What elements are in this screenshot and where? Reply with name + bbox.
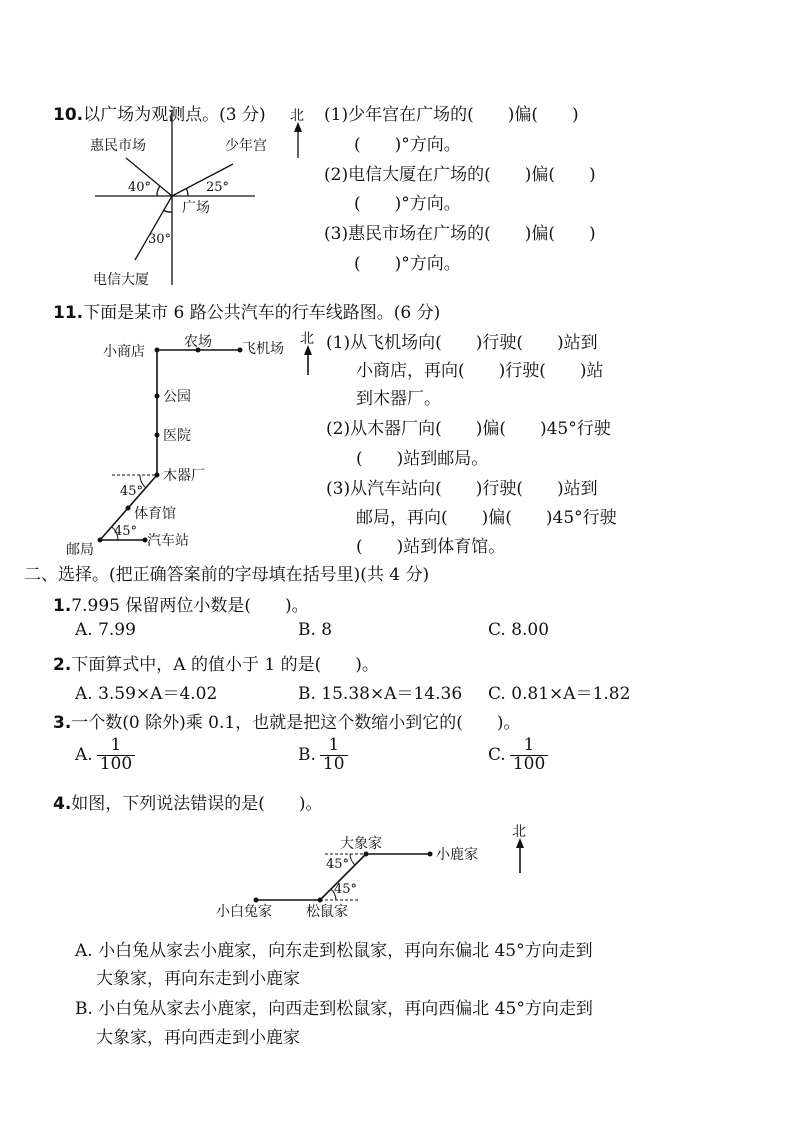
c4-option-a-line2: 大象家，再向东走到小鹿家 [96, 969, 300, 989]
q11-label-youju: 邮局 [66, 542, 94, 558]
c1-text: 7.995 保留两位小数是( )。 [71, 596, 309, 616]
q10-item-3a: (3)惠民市场在广场的( )偏( ) [324, 224, 596, 244]
q11-label-feijichang: 飞机场 [242, 341, 284, 357]
q11-item-1c: 到木器厂。 [356, 389, 441, 409]
q11-label-nongchang: 农场 [184, 334, 212, 350]
q11-label-gongyuan: 公园 [163, 389, 191, 405]
q10-label-huimin: 惠民市场 [90, 138, 146, 154]
q11-item-2b: ( )站到邮局。 [356, 449, 489, 469]
c4-label-xiaolu: 小鹿家 [436, 847, 478, 863]
q11-angle-top: 45° [120, 484, 144, 499]
c2-option-b: B. 15.38×A＝14.36 [298, 684, 463, 704]
q10-angle-30: 30° [148, 232, 172, 247]
q11-label-yiyuan: 医院 [163, 428, 191, 444]
q10-title: 以广场为观测点。(3 分) [83, 105, 266, 125]
section2-title: 二、选择。(把正确答案前的字母填在括号里)(共 4 分) [24, 565, 430, 585]
c3-text: 一个数(0 除外)乘 0.1，也就是把这个数缩小到它的( )。 [71, 713, 521, 733]
c3-number: 3. [53, 713, 72, 733]
c3-option-b-letter: B. [298, 744, 316, 765]
c4-arc-top [350, 854, 355, 865]
c1-option-b: B. 8 [298, 620, 333, 640]
c2-option-a: A. 3.59×A＝4.02 [75, 684, 218, 704]
q11-item-3a: (3)从汽车站向( )行驶( )站到 [326, 479, 598, 499]
c1-option-c: C. 8.00 [488, 620, 550, 640]
q11-label-qichezhan: 汽车站 [147, 533, 189, 549]
c2-option-c: C. 0.81×A＝1.82 [488, 684, 631, 704]
q10-item-2a: (2)电信大厦在广场的( )偏( ) [324, 165, 596, 185]
c3-option-a-letter: A. [75, 744, 93, 765]
c3-option-c-letter: C. [488, 744, 506, 765]
c3-option-a-num: 1 [110, 735, 122, 755]
c2-text: 下面算式中，A 的值小于 1 的是( )。 [71, 655, 379, 675]
q11-number: 11. [53, 303, 84, 323]
q11-label-muqichang: 木器厂 [163, 468, 205, 484]
c1-option-a: A. 7.99 [75, 620, 136, 640]
q10-angle-25: 25° [206, 180, 230, 195]
q10-label-dianxin: 电信大厦 [93, 272, 149, 288]
q11-north: 北 [300, 331, 314, 347]
q11-label-xiaoshangdian: 小商店 [103, 344, 145, 360]
q11-item-1a: (1)从飞机场向( )行驶( )站到 [326, 333, 598, 353]
c3-option-c-num: 1 [523, 735, 535, 755]
q11-item-3b: 邮局，再向( )偏( )45°行驶 [356, 508, 617, 528]
c4-number: 4. [53, 794, 72, 814]
q10-item-2b: ( )°方向。 [354, 194, 461, 214]
c4-north: 北 [512, 824, 526, 840]
q10-north: 北 [290, 108, 304, 124]
c3-option-b-den: 10 [320, 755, 348, 774]
c4-text: 如图，下列说法错误的是( )。 [71, 794, 323, 814]
c3-option-a-den: 100 [97, 755, 135, 774]
q11-item-2a: (2)从木器厂向( )偏( )45°行驶 [326, 419, 611, 439]
q11-angle-bottom: 45° [114, 524, 138, 539]
c4-label-songshu: 松鼠家 [306, 904, 348, 920]
c4-label-daxiang: 大象家 [340, 836, 382, 852]
c3-option-b-num: 1 [328, 735, 340, 755]
q10-angle-40: 40° [128, 180, 152, 195]
q11-title: 下面是某市 6 路公共汽车的行车线路图。(6 分) [83, 303, 441, 323]
q10-label-guangchang: 广场 [182, 200, 210, 216]
c2-number: 2. [53, 655, 72, 675]
c4-label-xiaobaitu: 小白兔家 [216, 904, 272, 920]
c4-angle-bottom: 45° [334, 882, 358, 897]
q10-item-3b: ( )°方向。 [354, 254, 461, 274]
q11-label-tiyuguan: 体育馆 [134, 506, 176, 522]
q11-item-1b: 小商店，再向( )行驶( )站 [356, 361, 604, 381]
q10-label-shaonian: 少年宫 [225, 138, 267, 154]
c4-angle-top: 45° [326, 857, 350, 872]
c1-number: 1. [53, 596, 72, 616]
c4-option-b-line1: B. 小白兔从家去小鹿家，向西走到松鼠家，再向西偏北 45°方向走到 [75, 999, 593, 1019]
c3-option-c-den: 100 [510, 755, 548, 774]
q10-item-1b: ( )°方向。 [354, 135, 461, 155]
q10-item-1a: (1)少年宫在广场的( )偏( ) [324, 105, 579, 125]
q11-item-3c: ( )站到体育馆。 [356, 537, 506, 557]
c4-option-a-line1: A. 小白兔从家去小鹿家，向东走到松鼠家，再向东偏北 45°方向走到 [75, 941, 593, 961]
c4-option-b-line2: 大象家，再向西走到小鹿家 [96, 1028, 300, 1048]
q10-number: 10. [53, 105, 84, 125]
